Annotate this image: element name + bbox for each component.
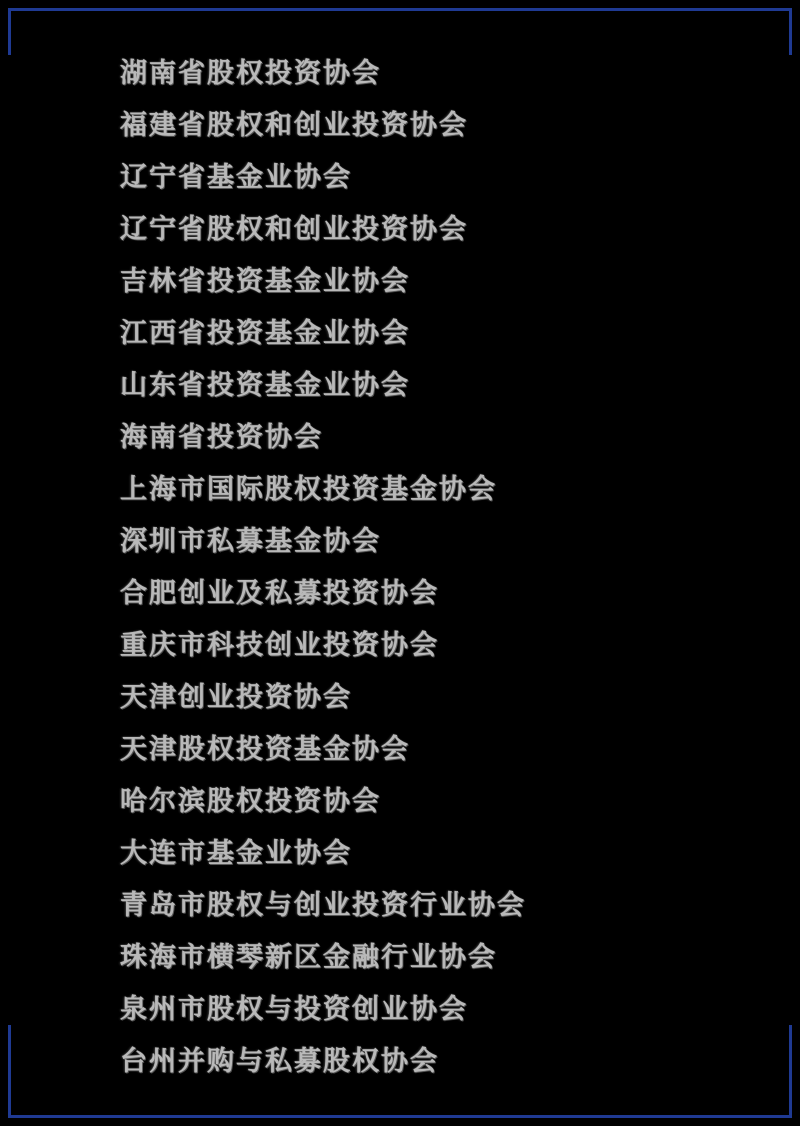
list-item: 大连市基金业协会 [120, 838, 352, 869]
list-item: 泉州市股权与投资创业协会 [120, 994, 468, 1025]
list-item: 福建省股权和创业投资协会 [120, 110, 468, 141]
list-item: 深圳市私募基金协会 [120, 526, 381, 557]
list-item: 辽宁省基金业协会 [120, 162, 352, 193]
list-item: 吉林省投资基金业协会 [120, 266, 410, 297]
list-item: 合肥创业及私募投资协会 [120, 578, 439, 609]
frame-top-border [8, 8, 792, 11]
list-item: 珠海市横琴新区金融行业协会 [120, 942, 497, 973]
frame-bottom-border [8, 1115, 792, 1118]
list-item: 上海市国际股权投资基金协会 [120, 474, 497, 505]
list-item: 江西省投资基金业协会 [120, 318, 410, 349]
corner-bracket-bottom-left [8, 1025, 121, 1118]
corner-bracket-top-left [8, 8, 121, 55]
list-item: 山东省投资基金业协会 [120, 370, 410, 401]
list-item: 台州并购与私募股权协会 [120, 1046, 439, 1077]
list-item: 辽宁省股权和创业投资协会 [120, 214, 468, 245]
list-item: 天津股权投资基金协会 [120, 734, 410, 765]
list-item: 湖南省股权投资协会 [120, 58, 381, 89]
list-item: 青岛市股权与创业投资行业协会 [120, 890, 526, 921]
list-item: 重庆市科技创业投资协会 [120, 630, 439, 661]
list-item: 海南省投资协会 [120, 422, 323, 453]
list-item: 天津创业投资协会 [120, 682, 352, 713]
list-item: 哈尔滨股权投资协会 [120, 786, 381, 817]
association-list [120, 48, 760, 1088]
